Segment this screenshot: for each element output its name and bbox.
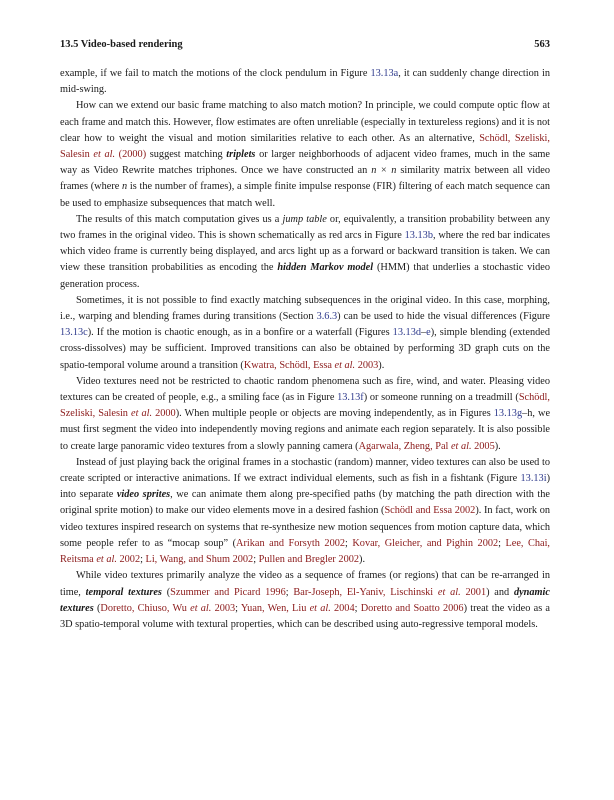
emphasis: jump table (282, 213, 327, 225)
citation-link[interactable]: et al. (437, 586, 461, 598)
citation-link[interactable]: Szummer and Picard 1996 (170, 586, 286, 598)
citation-link[interactable]: Doretto and Soatto 2006 (360, 602, 464, 614)
key-term: dynamic textures (60, 586, 550, 614)
citation-link[interactable]: Lee, Chai, Reitsma (60, 537, 551, 566)
key-term: video sprites (116, 489, 171, 501)
citation-link[interactable]: et al. (334, 359, 356, 371)
emphasis: n × n (371, 165, 397, 177)
citation-link[interactable]: Bar-Joseph, El-Yaniv, Lischinski (293, 586, 438, 598)
citation-link[interactable]: 2003 (355, 359, 379, 371)
citation-link[interactable]: Kwatra, Schödl, Essa (243, 359, 335, 371)
citation-link[interactable]: et al. (190, 602, 212, 614)
citation-link[interactable]: 2000 (152, 408, 176, 420)
citation-link[interactable]: et al. (96, 554, 117, 566)
paragraph: example, if we fail to match the motions of the clock pendulum in Figure 13.13a, it can suddenly change direction in mid-swing. (60, 68, 550, 96)
paragraph: How can we extend our basic frame matching to also match motion? In principle, we could compute optic flow at each frame and match this. However, flow estimates are often unreliable (especially in textureless regions) and it is not clear how to weight the visual and motion similarities relative to each other. As an alternative, Schödl, Szeliski, Salesin et al. (2000) suggest matching triplets or larger neighborhoods of adjacent video frames, much in the same way as Video Rewrite matches triphones. Once we have constructed an n × n similarity matrix between all video frames (where n is the number of frames), a simple finite impulse response (FIR) filtering of each match sequence can be used to emphasize subsequences that match well. (60, 100, 551, 209)
citation-link[interactable]: Arikan and Forsyth 2002 (236, 537, 346, 549)
citation-link[interactable]: Yuan, Wen, Liu (240, 602, 310, 614)
citation-link[interactable]: Pullen and Bregler 2002 (258, 554, 360, 566)
citation-link[interactable]: et al. (131, 408, 153, 420)
citation-link[interactable]: (2000) (115, 149, 147, 161)
cross-reference-link[interactable]: e (426, 327, 431, 339)
citation-link[interactable]: et al. (93, 149, 116, 161)
key-term: temporal textures (85, 586, 162, 598)
cross-reference-link[interactable]: 13.13g (493, 408, 523, 420)
citation-link[interactable]: Schödl, Szeliski, Salesin (60, 132, 550, 161)
citation-link[interactable]: Doretto, Chiuso, Wu (100, 602, 191, 614)
citation-link[interactable]: Li, Wang, and Shum 2002 (145, 554, 254, 566)
paragraph: While video textures primarily analyze the video as a sequence of frames (or regions) that can be re-arranged in time, temporal textures (Szummer and Picard 1996; Bar-Joseph, El-Yaniv, Lischinski et al. 2001) and dynamic textures (Doretto, Chiuso, Wu et al. 2003; Yuan, Wen, Liu et al. 2004; Doretto and Soatto 2006) treat the video as a 3D spatio-temporal volume with textural properties, which can be described using auto-regressive temporal models. (60, 570, 550, 630)
citation-link[interactable]: Agarwala, Zheng, Pal (358, 440, 451, 452)
cross-reference-link[interactable]: 13.13a (370, 68, 399, 79)
cross-reference-link[interactable]: 13.13c (60, 327, 88, 339)
cross-reference-link[interactable]: 13.13i (520, 473, 547, 485)
key-term: hidden Markov model (277, 262, 374, 274)
citation-link[interactable]: 2003 (211, 602, 236, 614)
running-head (60, 39, 550, 50)
citation-link[interactable]: et al. (450, 440, 472, 452)
emphasis: n (122, 181, 128, 193)
cross-reference-link[interactable]: 13.13d (392, 327, 421, 339)
paragraph: The results of this match computation gives us a jump table or, equivalently, a transition probability between any two frames in the original video. This is shown schematically as red arcs in Figure 13.13b, where the red bar indicates which video frame is currently being displayed, and arcs light up as a forward or backward transition is taken. We can view these transition probabilities as encoding the hidden Markov model (HMM) that underlies a stochastic video generation process. (60, 213, 550, 290)
citation-link[interactable]: Schödl, Szeliski, Salesin (60, 392, 550, 420)
citation-link[interactable]: 2001 (460, 586, 487, 598)
cross-reference-link[interactable]: 3.6.3 (316, 311, 338, 323)
cross-reference-link[interactable]: 13.13b (404, 230, 433, 242)
paragraph: Video textures need not be restricted to chaotic random phenomena such as fire, wind, and water. Pleasing video textures can be created of people, e.g., a smiling face (as in Figure 13.13f) or someone running on a treadmill (Schödl, Szeliski, Salesin et al. 2000). When multiple people or objects are moving independently, as in Figures 13.13g–h, we must first segment the video into independently moving regions and animate each region separately. It is also possible to create large panoramic video textures from a slowly panning camera (Agarwala, Zheng, Pal et al. 2005). (60, 375, 551, 452)
citation-link[interactable]: Schödl and Essa 2002 (384, 505, 476, 517)
cross-reference-link[interactable]: 13.13f (337, 392, 364, 404)
citation-link[interactable]: et al. (309, 602, 331, 614)
citation-link[interactable]: 2002 (116, 554, 141, 566)
section-title: 13.5 Video-based rendering (60, 39, 183, 50)
paragraph: Sometimes, it is not possible to find exactly matching subsequences in the original video. In this case, morphing, i.e., warping and blending frames during transitions (Section 3.6.3) can be used to hide the visual differences (Figure 13.13c). If the motion is chaotic enough, as in a bonfire or a waterfall (Figures 13.13d–e), simple blending (extended cross-dissolves) may be sufficient. Improved transitions can also be obtained by performing 3D graph cuts on the spatio-temporal volume around a transition (Kwatra, Schödl, Essa et al. 2003). (60, 294, 550, 371)
citation-link[interactable]: Kovar, Gleicher, and Pighin 2002 (352, 537, 499, 549)
paragraph: Instead of just playing back the original frames in a stochastic (random) manner, video textures can also be used to create scripted or interactive animations. If we extract individual elements, such as fish in a fishtank (Figure 13.13i) into separate video sprites, we can animate them along pre-specified paths (by matching the path direction with the original sprite motion) to make our video elements move in a desired fashion (Schödl and Essa 2002). In fact, work on video textures inspired research on systems that re-synthesize new motion sequences from motion capture data, which some people refer to as “mocap soup” (Arikan and Forsyth 2002; Kovar, Gleicher, and Pighin 2002; Lee, Chai, Reitsma et al. 2002; Li, Wang, and Shum 2002; Pullen and Bregler 2002). (60, 456, 551, 566)
body-text (60, 66, 550, 633)
citation-link[interactable]: 2005 (471, 440, 495, 452)
key-term: triplets (226, 149, 256, 161)
citation-link[interactable]: 2004 (330, 602, 355, 614)
page-number: 563 (534, 39, 550, 50)
